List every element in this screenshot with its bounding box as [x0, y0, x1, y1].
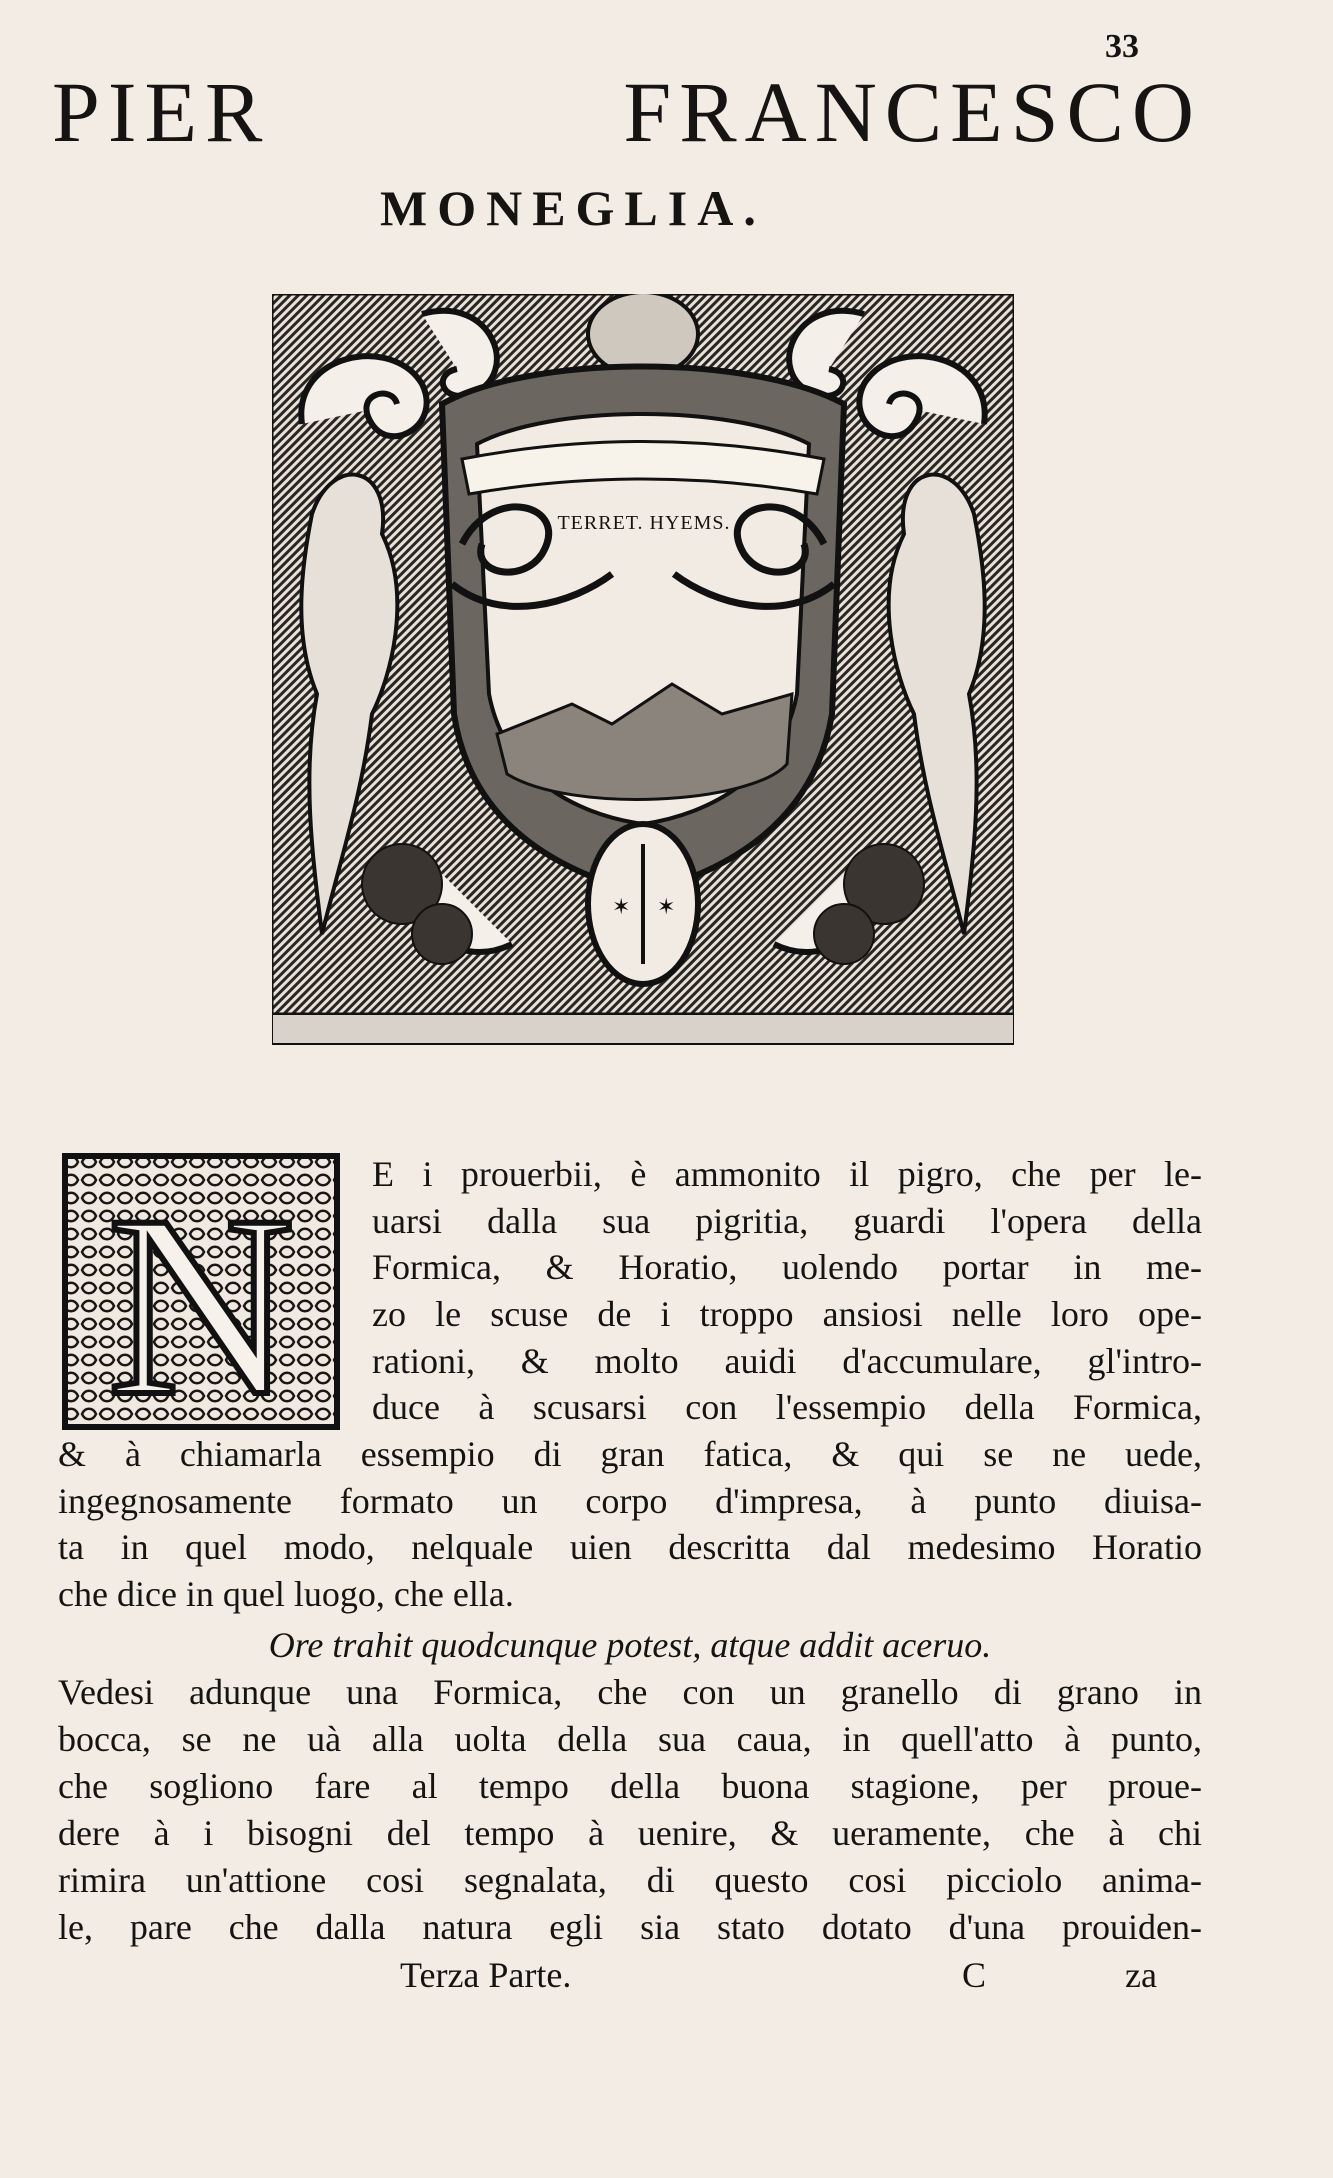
signature-mark: C: [962, 1955, 987, 1995]
drop-cap-letter: N: [107, 1162, 295, 1430]
svg-text:✶: ✶: [657, 894, 676, 919]
catchword: za: [1125, 1955, 1157, 1995]
page-number: 33: [1105, 28, 1139, 65]
body-line: le, pare che dalla natura egli sia stato dotato d'una prouiden-: [58, 1907, 1202, 1947]
body-line: che dice in quel luogo, che ella.: [58, 1574, 514, 1614]
signature-title: Terza Parte.: [400, 1955, 572, 1995]
svg-text:✶: ✶: [612, 894, 631, 919]
body-line: ingegnosamente formato un corpo d'impresa, à punto diuisa-: [58, 1481, 1202, 1521]
body-line: E i prouerbii, è ammonito il pigro, che per le-: [372, 1154, 1202, 1194]
body-line: che sogliono fare al tempo della buona stagione, per proue-: [58, 1766, 1202, 1806]
body-line: ta in quel modo, nelquale uien descritta dal medesimo Horatio: [58, 1527, 1202, 1567]
body-line: rimira un'attione cosi segnalata, di questo cosi picciolo anima-: [58, 1860, 1202, 1900]
body-line: Formica, & Horatio, uolendo portar in me-: [372, 1247, 1202, 1287]
drop-cap: [62, 1153, 340, 1430]
body-line: zo le scuse de i troppo ansiosi nelle loro ope-: [372, 1294, 1202, 1334]
body-line: dere à i bisogni del tempo à uenire, & ueramente, che à chi: [58, 1813, 1202, 1853]
emblem-motto: TERRET. HYEMS.: [557, 512, 731, 534]
page-title: PIER FRANCESCO: [52, 64, 1202, 160]
body-line: uarsi dalla sua pigritia, guardi l'opera della: [372, 1201, 1202, 1241]
body-line: Vedesi adunque una Formica, che con un granello di grano in: [58, 1672, 1202, 1712]
body-line: duce à scusarsi con l'essempio della Formica,: [372, 1387, 1202, 1427]
body-line: rationi, & molto auidi d'accumulare, gl'intro-: [372, 1341, 1202, 1381]
body-line: bocca, se ne uà alla uolta della sua caua, in quell'atto à punto,: [58, 1719, 1202, 1759]
body-line: & à chiamarla essempio di gran fatica, & qui se ne uede,: [58, 1434, 1202, 1474]
page-subtitle: MONEGLIA.: [380, 180, 766, 236]
latin-quote: Ore trahit quodcunque potest, atque addit aceruo.: [268, 1625, 992, 1665]
emblem-engraving: [272, 294, 1014, 1048]
